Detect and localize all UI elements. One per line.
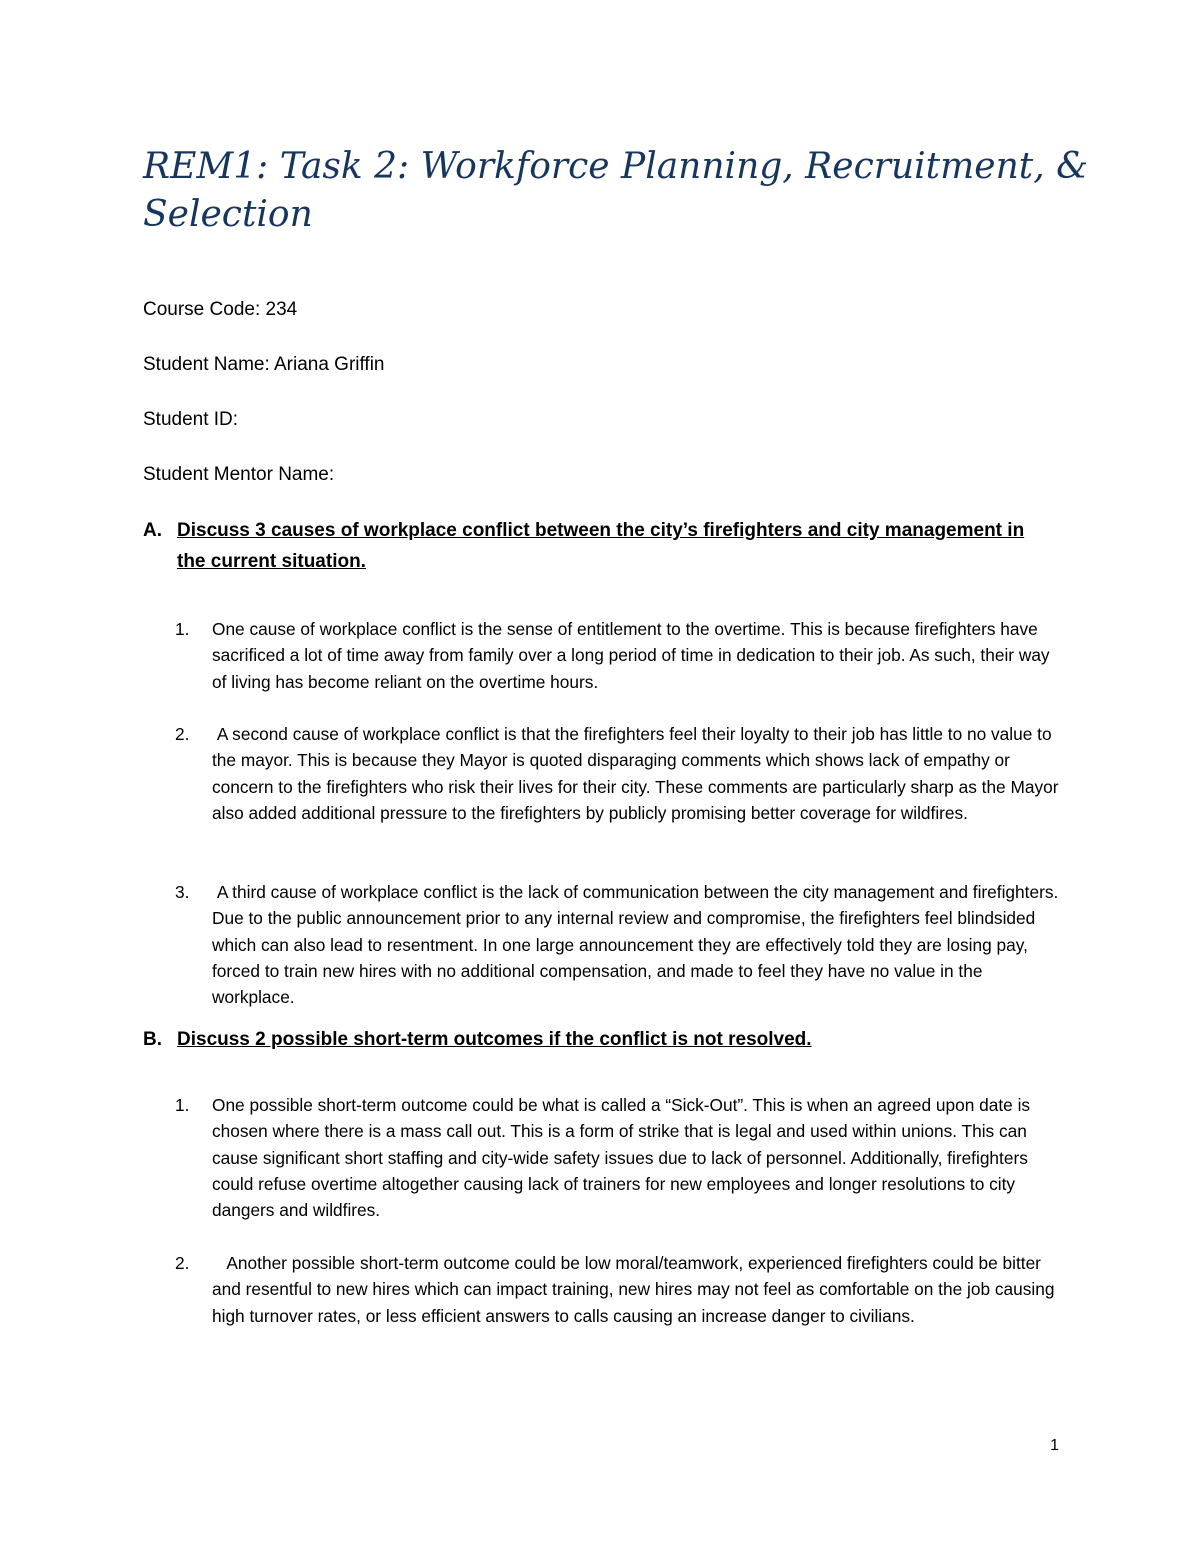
list-item-number: 3. (175, 882, 190, 902)
student-name: Student Name: Ariana Griffin (143, 354, 385, 375)
list-item-text: A third cause of workplace conflict is the lack of communication between the city management and firefighters. Due to the public announcement prior to any internal review and compromise, the firefighters feel blindsided which can also lead to resentment. In one large announcement they are effectively told they are losing pay, forced to train new hires with no additional compensation, and made to feel they have no value in the workplace. (212, 882, 1064, 1008)
student-id: Student ID: (143, 409, 239, 430)
list-item-number: 1. (175, 619, 190, 639)
course-code: Course Code: 234 (143, 299, 298, 320)
list-item (175, 879, 1065, 1010)
section-b-letter: B. (143, 1029, 162, 1050)
page-number: 1 (1050, 1437, 1059, 1454)
section-a-heading (143, 515, 1043, 577)
list-item (175, 616, 1065, 695)
list-item-text: Another possible short-term outcome could be low moral/teamwork, experienced firefighters could be bitter and resentful to new hires which can impact training, new hires may not feel as comfortable on the job causing high turnover rates, or less efficient answers to calls causing an increase danger to civilians. (212, 1253, 1060, 1326)
list-item-text: One possible short-term outcome could be what is called a “Sick-Out”. This is when an agreed upon date is chosen where there is a mass call out. This is a form of strike that is legal and used within unions. This can cause significant short staffing and city-wide safety issues due to lack of personnel. Additionally, firefighters could refuse overtime altogether causing lack of trainers for new employees and longer resolutions to city dangers and wildfires. (212, 1095, 1031, 1221)
list-item-text: A second cause of workplace conflict is that the firefighters feel their loyalty to their job has little to no value to the mayor. This is because they Mayor is quoted disparaging comments which shows lack of empathy or concern to the firefighters who risk their lives for their city. These comments are particularly sharp as the Mayor also added additional pressure to the firefighters by publicly promising better coverage for wildfires. (212, 724, 1064, 823)
section-b-heading (143, 1024, 1043, 1055)
list-item-text: One cause of workplace conflict is the sense of entitlement to the overtime. This is because firefighters have sacrificed a lot of time away from family over a long period of time in dedication to their job. As such, their way of living has become reliant on the overtime hours. (212, 619, 1050, 692)
list-item-number: 2. (175, 724, 190, 744)
section-a-heading-text: Discuss 3 causes of workplace conflict between the city’s firefighters and city management in the current situation. (177, 520, 1025, 572)
list-item-number: 2. (175, 1253, 190, 1273)
document-title: REM1: Task 2: Workforce Planning, Recruitment, & Selection (143, 146, 1089, 235)
section-a-letter: A. (143, 520, 162, 541)
list-item (175, 1092, 1065, 1223)
list-item (175, 1250, 1065, 1329)
section-b-heading-text: Discuss 2 possible short-term outcomes if the conflict is not resolved. (177, 1029, 812, 1050)
student-mentor-name: Student Mentor Name: (143, 464, 335, 485)
list-item (175, 721, 1065, 826)
list-item-number: 1. (175, 1095, 190, 1115)
